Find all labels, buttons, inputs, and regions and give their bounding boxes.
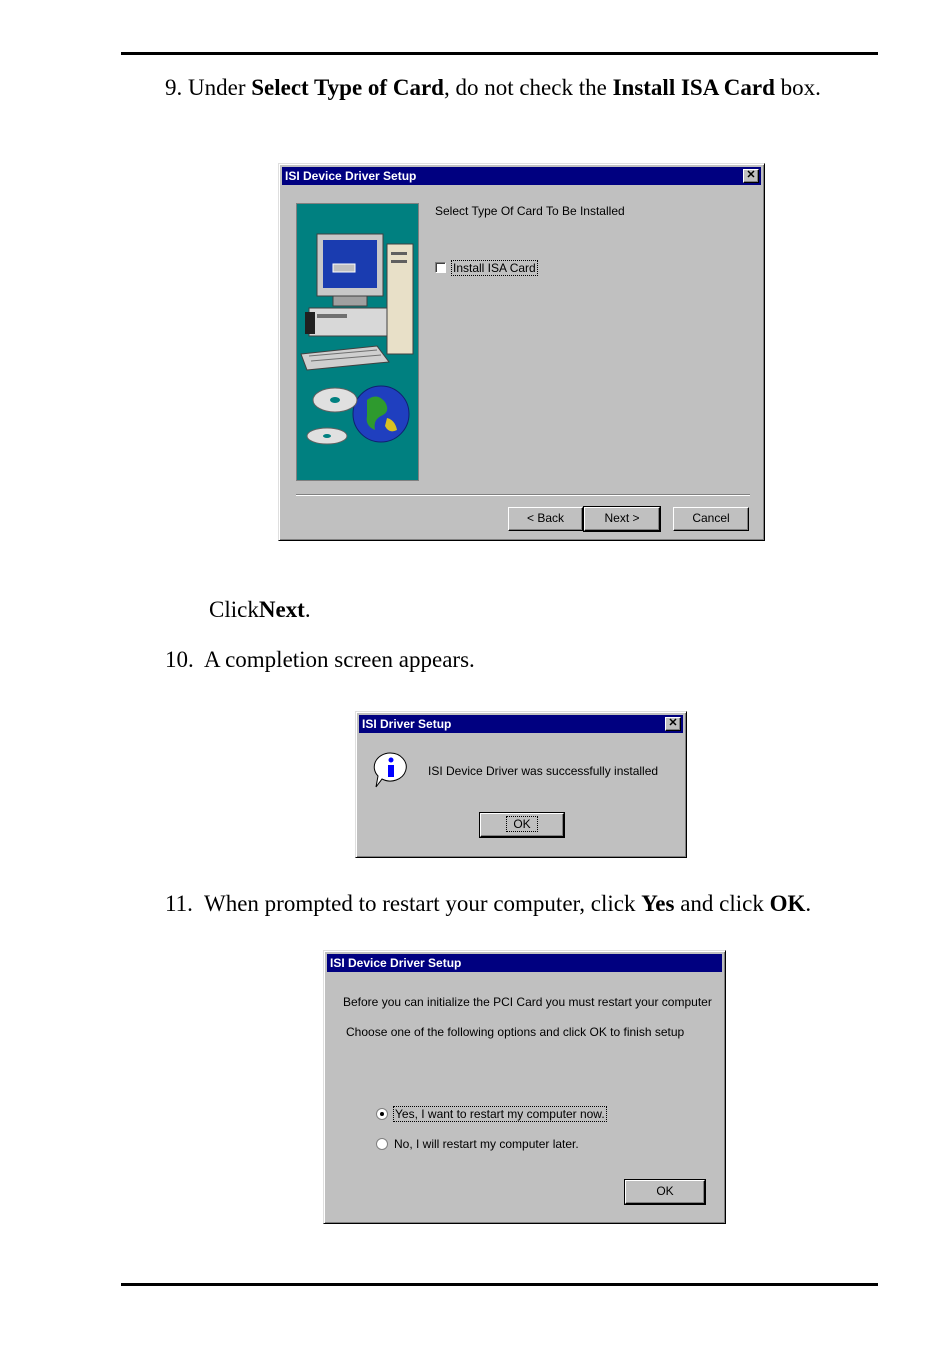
back-label: < Back bbox=[526, 511, 565, 525]
step-bold-term: Install ISA Card bbox=[612, 75, 775, 100]
step-text: A completion screen appears. bbox=[203, 647, 475, 672]
step-text: When prompted to restart your computer, click bbox=[204, 891, 636, 916]
next-label: Next > bbox=[604, 511, 640, 525]
step-10-text bbox=[165, 648, 475, 671]
step-number: 10. bbox=[165, 647, 194, 672]
checkbox-label bbox=[451, 261, 538, 275]
title-bar bbox=[359, 715, 683, 733]
dialog-title: ISI Device Driver Setup bbox=[285, 169, 417, 183]
dialog-title: ISI Driver Setup bbox=[362, 717, 452, 731]
step-text: , do not check the bbox=[443, 75, 607, 100]
instruction-bold: Next bbox=[258, 597, 305, 622]
step-9-text bbox=[165, 76, 821, 99]
close-icon: ✕ bbox=[746, 169, 756, 181]
checkbox-box[interactable] bbox=[435, 262, 446, 273]
step-text: and click bbox=[680, 891, 764, 916]
step-bold-term: Yes bbox=[641, 891, 675, 916]
title-bar bbox=[282, 167, 761, 185]
step-number: 9. bbox=[165, 75, 183, 100]
setup-illustration bbox=[296, 203, 419, 481]
select-card-heading: Select Type Of Card To Be Installed bbox=[435, 204, 625, 218]
button-separator bbox=[296, 494, 750, 496]
close-button[interactable] bbox=[665, 717, 681, 731]
next-button[interactable] bbox=[584, 507, 660, 531]
top-rule bbox=[121, 52, 878, 55]
ok-button[interactable] bbox=[625, 1180, 705, 1204]
bottom-rule bbox=[121, 1283, 878, 1286]
driver-setup-complete-dialog bbox=[355, 711, 687, 858]
device-driver-setup-dialog bbox=[278, 163, 765, 541]
title-bar bbox=[327, 954, 722, 972]
step-bold-term: OK bbox=[769, 891, 806, 916]
restart-dialog bbox=[323, 950, 726, 1224]
cancel-label: Cancel bbox=[692, 511, 730, 525]
close-icon: ✕ bbox=[668, 717, 678, 729]
options-instruction-line: Choose one of the following options and click OK to finish setup bbox=[346, 1025, 685, 1039]
restart-info-line: Before you can initialize the PCI Card you must restart your computer bbox=[343, 995, 712, 1009]
step-11-text bbox=[165, 892, 811, 915]
ok-button[interactable] bbox=[480, 813, 564, 837]
restart-later-radio[interactable] bbox=[376, 1138, 388, 1150]
instruction-text: . bbox=[304, 597, 311, 622]
step-text: box. bbox=[780, 75, 821, 100]
restart-now-label bbox=[393, 1107, 607, 1121]
ok-label: OK bbox=[506, 816, 537, 832]
close-button[interactable] bbox=[743, 169, 759, 183]
restart-later-label: No, I will restart my computer later. bbox=[394, 1137, 579, 1151]
back-button[interactable] bbox=[508, 507, 583, 531]
info-icon bbox=[370, 750, 410, 790]
step-number: 11. bbox=[165, 891, 193, 916]
instruction-text: Click bbox=[209, 597, 259, 622]
restart-now-radio[interactable] bbox=[376, 1108, 388, 1120]
computer-globe-icon bbox=[297, 204, 418, 480]
step-bold-term: Select Type of Card bbox=[251, 75, 444, 100]
dialog-title: ISI Device Driver Setup bbox=[330, 956, 462, 970]
checkbox-label-text: Install ISA Card bbox=[453, 261, 536, 275]
click-next-text bbox=[209, 598, 311, 621]
success-message: ISI Device Driver was successfully installed bbox=[428, 764, 659, 778]
ok-label: OK bbox=[656, 1184, 674, 1198]
step-text: Under bbox=[188, 75, 246, 100]
step-text: . bbox=[805, 891, 812, 916]
cancel-button[interactable] bbox=[673, 507, 749, 531]
restart-now-text: Yes, I want to restart my computer now. bbox=[395, 1107, 605, 1121]
